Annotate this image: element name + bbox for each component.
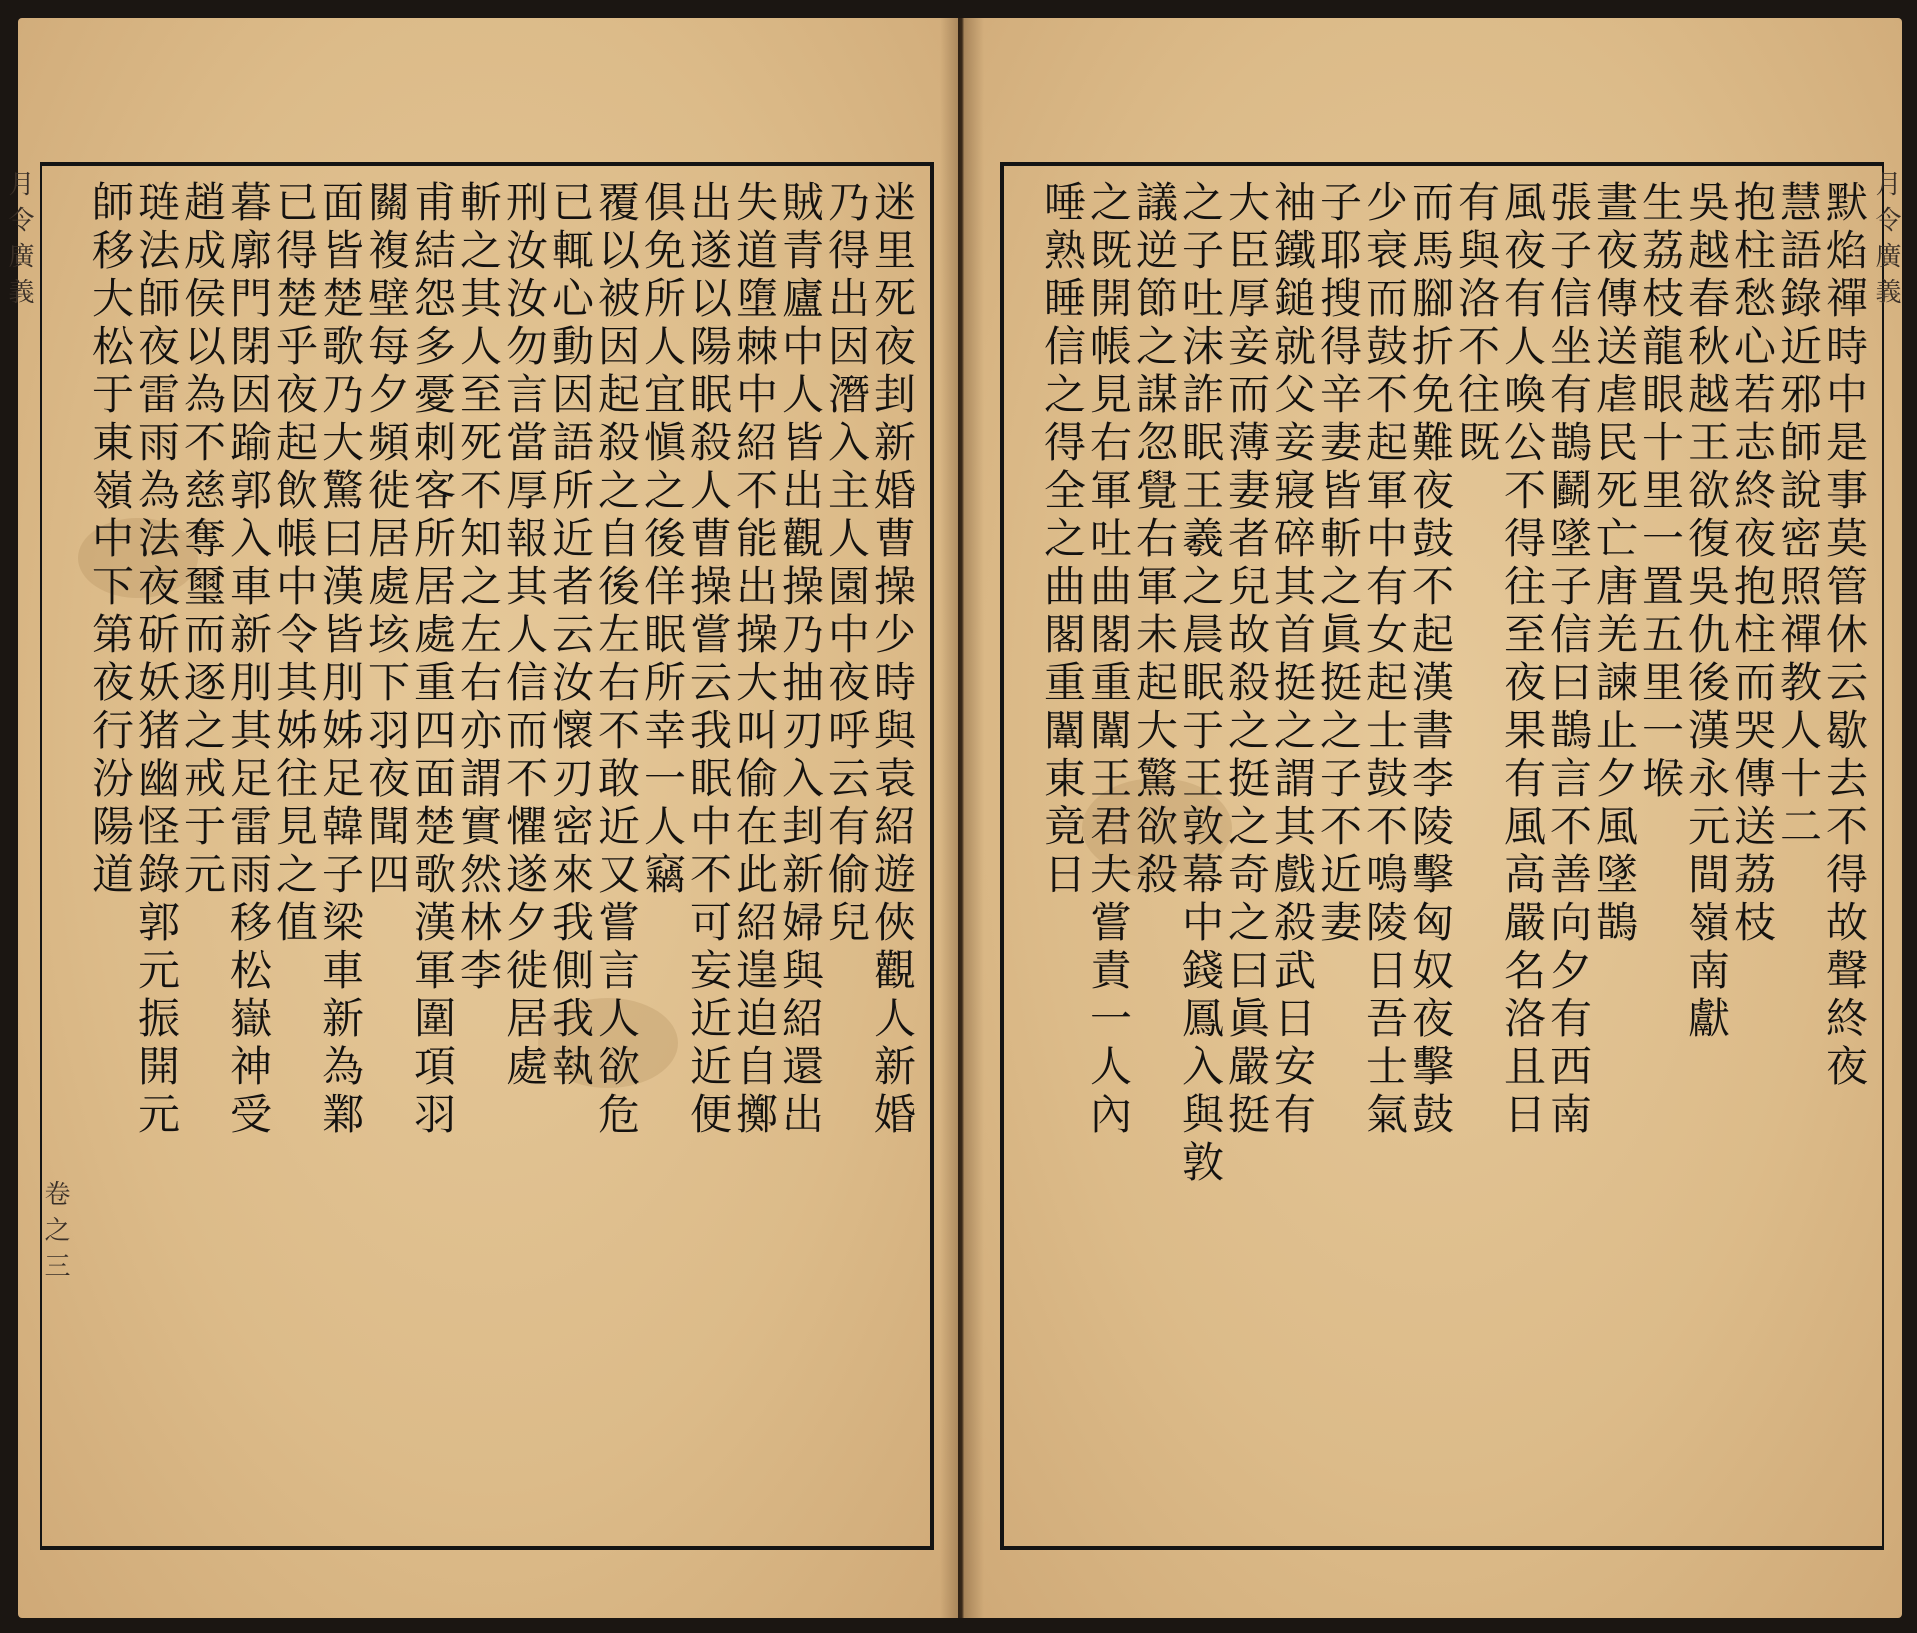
right-page-column: 晝夜傳送虐民死亡唐羌諫止夕風墜鵲: [1590, 180, 1639, 948]
right-margin-title: 月令廣義: [1871, 170, 1901, 314]
left-page-column: 暮廓門閉因踰郭入車新刖其足雷雨移松嶽神受: [224, 180, 273, 1140]
right-page-column: 有與洛不往既: [1452, 180, 1501, 468]
left-page-column: 琏法師夜雷雨為法夜斫妖猪幽怪錄郭元振開元: [132, 180, 181, 1140]
left-page-column: 失道墮棘中紹不能出操大叫偷在此紹遑迫自擲: [730, 180, 779, 1140]
left-page-column: 趙成侯以為不慈奪璽而逐之戒于元: [178, 180, 227, 900]
right-page-column: 風夜有人喚公不得往至夜果有風高嚴名洛且日: [1498, 180, 1547, 1140]
right-page-column: 大臣厚妾而薄妻者兒故殺之挺之奇之曰眞嚴挺: [1222, 180, 1271, 1140]
left-margin-volume: 卷之三: [40, 1180, 70, 1288]
right-page-column: 唾熟睡信之得全之曲閣重闈東竟日: [1038, 180, 1087, 900]
book-gutter: [940, 18, 984, 1618]
left-page-column: 已得楚乎夜起飲帳中令其姊往見之值: [270, 180, 319, 948]
right-page-column: 議逆節之謀忽覺右軍未起大驚欲殺: [1130, 180, 1179, 900]
left-page-column: 已輒心動因語所近者云汝懷刃密來我側我執: [546, 180, 595, 1092]
right-page-column: 子耶搜得辛妻皆斬之眞挺之子不近妻: [1314, 180, 1363, 948]
right-page-column: 張子信坐有鵲鬬墜子信曰鵲言不善向夕有西南: [1544, 180, 1593, 1140]
left-margin-title: 月令廣義: [4, 170, 34, 314]
right-page-column: 之既開帳見右軍吐曲閣重闈王君夫嘗責一人內: [1084, 180, 1133, 1140]
left-page-column: 關複壁每夕頻徙居處垓下羽夜聞四: [362, 180, 411, 900]
left-page-column: 賊青廬中人皆出觀操乃抽刃入刲新婦與紹還出: [776, 180, 825, 1140]
left-page-column: 迷里死夜刲新婚曹操少時與袁紹遊俠觀人新婚: [868, 180, 917, 1140]
right-page-column: 袖鐵鎚就父妾寢碎其首挺之謂其戲殺武日安有: [1268, 180, 1317, 1140]
right-page-column: 吳越春秋越王欲復吳仇後漢永元間嶺南獻: [1682, 180, 1731, 1044]
left-page-column: 覆以被因起殺之自後左右不敢近又嘗言人欲危: [592, 180, 641, 1140]
left-page-column: 俱免所人宜愼之後佯眠所幸一人竊: [638, 180, 687, 900]
right-page-column: 少衰而鼓不起軍中有女起士鼓不鳴陵日吾士氣: [1360, 180, 1409, 1140]
right-page-column: 之子吐沫詐眠王羲之晨眠于王敦幕中錢鳳入與敦: [1176, 180, 1225, 1188]
right-page-column: 而馬腳折免難夜鼓不起漢書李陵擊匈奴夜擊鼓: [1406, 180, 1455, 1140]
right-page-column: 生荔枝龍眼十里一置五里一堠: [1636, 180, 1685, 804]
left-page-column: 師移大松于東嶺中下第夜行汾陽道: [86, 180, 135, 900]
right-page-column: 默焰禪時中是事莫管休云歇去不得故聲終夜: [1820, 180, 1869, 1092]
right-page-column: 慧語錄近邪師說密照禪教人十二: [1774, 180, 1823, 852]
left-page-column: 斬之其人至死不知之左右亦謂實然林李: [454, 180, 503, 996]
left-page-column: 甫結怨多憂刺客所居處重四面楚歌漢軍圍項羽: [408, 180, 457, 1140]
left-page-column: 乃得出因潛入主人園中夜呼云有偷兒: [822, 180, 871, 948]
left-page-column: 刑汝汝勿言當厚報其人信而不懼遂夕徙居處: [500, 180, 549, 1092]
left-page-column: 出遂以陽眠殺人曹操嘗云我眠中不可妄近近便: [684, 180, 733, 1140]
left-page-column: 面皆楚歌乃大驚曰漢皆刖姊足韓子梁車新為鄴: [316, 180, 365, 1140]
right-page-column: 抱柱愁心若志終夜抱柱而哭傳送荔枝: [1728, 180, 1777, 948]
